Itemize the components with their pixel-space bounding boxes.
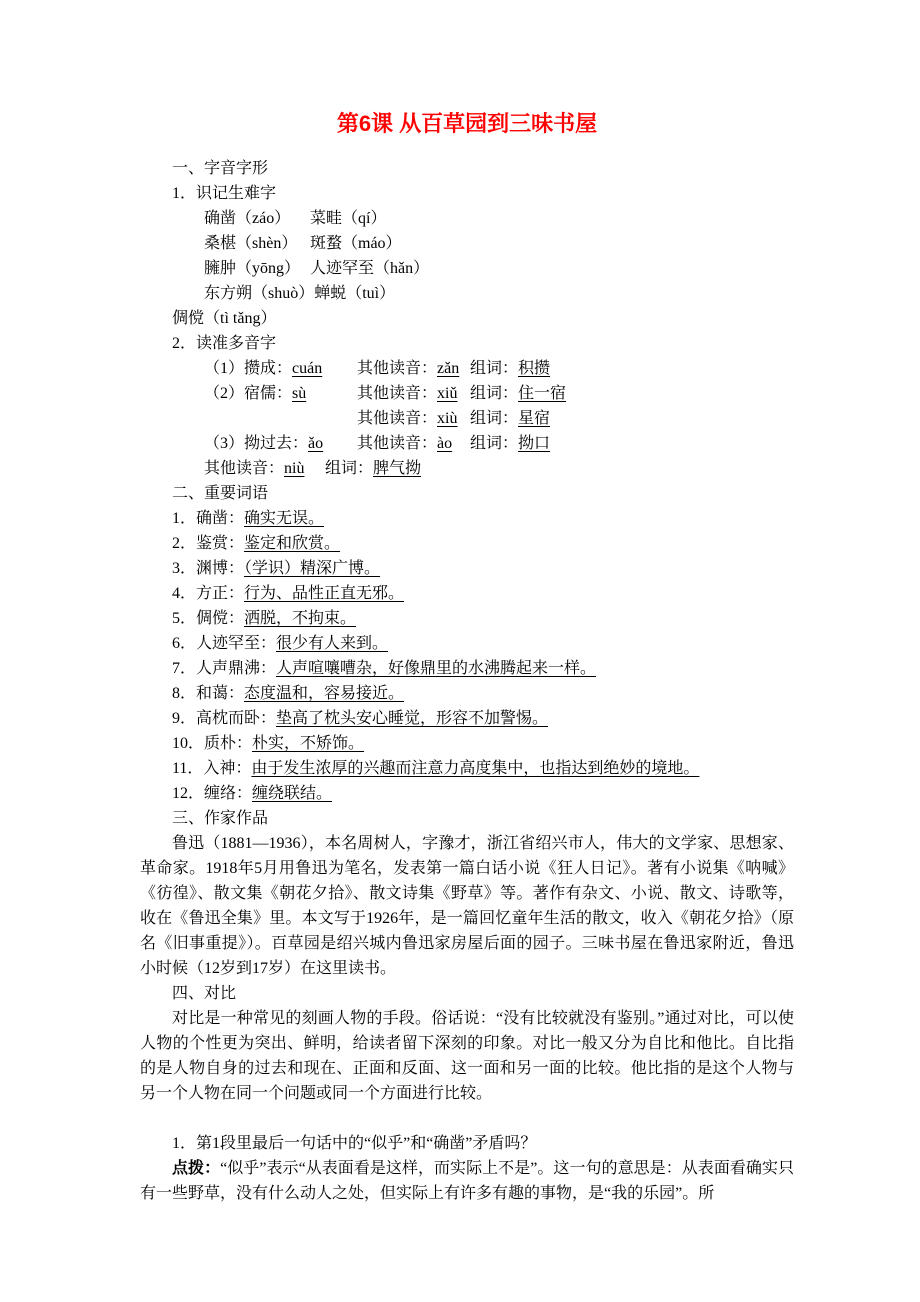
line-cell — [172, 760, 699, 777]
text-segment: 其他读音： — [357, 360, 438, 377]
text-segment: 很少有人来到。 — [276, 635, 389, 652]
text-segment: 9．高枕而卧： — [172, 710, 277, 727]
word-row — [140, 281, 794, 306]
definition-item — [140, 681, 794, 706]
text-segment: 一、字音字形 — [172, 160, 269, 177]
text-segment: 其他读音： — [204, 460, 285, 477]
text-segment: 7．人声鼎沸： — [172, 660, 277, 677]
text-segment: 倜傥（tì tǎng） — [172, 310, 277, 327]
line-cell — [172, 381, 325, 406]
polyphone-row — [140, 456, 794, 481]
definition-item — [140, 706, 794, 731]
text-segment: 垫高了枕头安心睡觉，形容不加警惕。 — [276, 710, 549, 727]
text-segment: （2）宿儒： — [204, 385, 293, 402]
line-cell — [172, 206, 310, 231]
text-segment: xiǔ — [437, 385, 458, 402]
text-segment: 桑椹（shèn） — [204, 235, 298, 252]
polyphone-row — [140, 381, 794, 406]
line-cell — [310, 210, 386, 227]
subheading — [140, 181, 794, 206]
text-segment: （3）拗过去： — [204, 435, 309, 452]
text-segment: 10．质朴： — [172, 735, 253, 752]
line-cell — [140, 1160, 794, 1202]
text-segment: 2．鉴赏： — [172, 535, 245, 552]
text-segment: niù — [284, 460, 305, 477]
line-cell — [172, 735, 364, 752]
text-segment: 12．缠络： — [172, 785, 253, 802]
line-cell — [140, 1010, 794, 1102]
line-cell — [172, 160, 268, 177]
text-segment: 脾气拗 — [373, 460, 422, 477]
text-segment: 组词： — [325, 460, 374, 477]
text-segment: 1．第1段里最后一句话中的“似乎”和“确凿”矛盾吗？ — [172, 1135, 537, 1152]
text-segment: 确实无误。 — [244, 510, 325, 527]
section-heading-2 — [140, 481, 794, 506]
definition-item — [140, 756, 794, 781]
text-segment: 四、对比 — [172, 985, 237, 1002]
text-segment: 鉴定和欣赏。 — [244, 535, 341, 552]
line-cell — [325, 356, 470, 381]
text-segment: 8．和蔼： — [172, 685, 245, 702]
section-heading-4 — [140, 981, 794, 1006]
text-segment: 积攒 — [518, 360, 551, 377]
text-segment: 11．入神： — [172, 760, 252, 777]
text-segment: ǎo — [308, 435, 324, 452]
text-segment: 其他读音： — [357, 410, 438, 427]
line-cell — [325, 381, 470, 406]
text-segment: 东方朔（shuò） — [204, 285, 315, 302]
text-segment: 点拨： — [172, 1160, 221, 1177]
text-segment: （学识）精深广博。 — [244, 560, 381, 577]
text-segment: 1．识记生难字 — [172, 185, 277, 202]
line-cell — [172, 185, 276, 202]
line-cell — [172, 810, 268, 827]
definition-item — [140, 581, 794, 606]
line-cell — [172, 785, 332, 802]
line-cell — [172, 356, 325, 381]
line-cell — [470, 410, 550, 427]
answer-paragraph — [140, 1156, 794, 1206]
word-row — [140, 206, 794, 231]
text-segment: sù — [292, 385, 307, 402]
word-row — [140, 306, 794, 331]
document-title: 第6课 从百草园到三味书屋 — [336, 111, 598, 136]
text-segment: 2．读准多音字 — [172, 335, 277, 352]
line-cell — [172, 535, 340, 552]
line-cell — [172, 635, 388, 652]
text-segment: 人迹罕至（hǎn） — [310, 260, 430, 277]
line-cell — [470, 385, 566, 402]
section-heading-3 — [140, 806, 794, 831]
line-cell — [172, 485, 268, 502]
text-segment: 二、重要词语 — [172, 485, 269, 502]
text-segment: 3．渊博： — [172, 560, 245, 577]
contrast-paragraph — [140, 1006, 794, 1106]
text-segment: 臃肿（yōng） — [204, 260, 301, 277]
text-segment: 行为、品性正直无邪。 — [244, 585, 405, 602]
text-segment: 4．方正： — [172, 585, 245, 602]
line-cell — [470, 435, 550, 452]
definition-item — [140, 556, 794, 581]
text-segment: 组词： — [470, 410, 519, 427]
question-line — [140, 1131, 794, 1156]
text-segment: 三、作家作品 — [172, 810, 269, 827]
text-segment: 5．倜傥： — [172, 610, 245, 627]
line-cell — [310, 235, 402, 252]
text-segment: “似乎”表示“从表面看是这样，而实际上不是”。这一句的意思是：从表面看确实只有一些野草，没有什么动人之处，但实际上有许多有趣的事物，是“我的乐园”。所 — [140, 1160, 794, 1202]
text-segment: 1．确凿： — [172, 510, 245, 527]
line-cell — [172, 585, 404, 602]
text-segment: 蝉蜕（tuì） — [314, 285, 396, 302]
definition-item — [140, 506, 794, 531]
definition-item — [140, 606, 794, 631]
text-segment: 人声喧嚷嘈杂，好像鼎里的水沸腾起来一样。 — [276, 660, 597, 677]
document-body — [140, 156, 794, 1206]
text-segment: xiù — [437, 410, 458, 427]
line-cell — [325, 431, 470, 456]
text-segment: 态度温和，容易接近。 — [244, 685, 405, 702]
line-cell — [172, 560, 380, 577]
line-cell — [172, 510, 324, 527]
text-segment: 缠绕联结。 — [252, 785, 333, 802]
line-cell — [172, 310, 276, 327]
polyphone-row — [140, 406, 794, 431]
line-cell — [172, 335, 276, 352]
text-segment: 6．人迹罕至： — [172, 635, 277, 652]
word-row — [140, 256, 794, 281]
text-segment: （1）攒成： — [204, 360, 293, 377]
word-row — [140, 231, 794, 256]
text-segment: zǎn — [437, 360, 460, 377]
text-segment: 确凿（záo） — [204, 210, 291, 227]
line-cell — [172, 1135, 536, 1152]
definition-item — [140, 531, 794, 556]
text-segment: 菜畦（qí） — [310, 210, 387, 227]
definition-item — [140, 631, 794, 656]
line-cell — [172, 610, 356, 627]
subheading — [140, 331, 794, 356]
text-segment: 对比是一种常见的刻画人物的手段。俗话说：“没有比较就没有鉴别。”通过对比，可以使人物的个性更为突出、鲜明，给读者留下深刻的印象。对比一般又分为自比和他比。自比指的是人物自身的过去和现在、正面和反面、这一面和另一面的比较。他比指的是这个人物与另一个人物在同一个问题或同一个方面进行比较。 — [140, 1010, 794, 1102]
line-cell — [172, 456, 325, 481]
line-cell — [325, 460, 421, 477]
text-segment: 朴实，不矫饰。 — [252, 735, 365, 752]
line-cell — [172, 985, 236, 1002]
text-segment: 组词： — [470, 435, 519, 452]
text-segment: 其他读音： — [357, 435, 438, 452]
definition-item — [140, 731, 794, 756]
author-paragraph — [140, 831, 794, 981]
definition-item — [140, 656, 794, 681]
line-cell — [172, 231, 310, 256]
line-cell — [172, 256, 310, 281]
text-segment: 斑蝥（máo） — [310, 235, 402, 252]
polyphone-row — [140, 356, 794, 381]
line-cell — [140, 835, 794, 977]
text-segment: 由于发生浓厚的兴趣而注意力高度集中，也指达到绝妙的境地。 — [251, 760, 700, 777]
text-segment: 其他读音： — [357, 385, 438, 402]
blank-line — [140, 1106, 794, 1131]
text-segment: 组词： — [470, 385, 519, 402]
line-cell — [172, 431, 325, 456]
text-segment: 拗口 — [518, 435, 551, 452]
polyphone-row — [140, 431, 794, 456]
line-cell — [172, 660, 596, 677]
definition-item — [140, 781, 794, 806]
line-cell — [310, 260, 429, 277]
line-cell — [470, 360, 550, 377]
text-segment: 洒脱，不拘束。 — [244, 610, 357, 627]
line-cell — [325, 406, 470, 431]
text-segment: 组词： — [470, 360, 519, 377]
section-heading-1 — [140, 156, 794, 181]
line-cell — [172, 685, 404, 702]
text-segment: 鲁迅（1881—1936），本名周树人，字豫才，浙江省绍兴市人，伟大的文学家、思想家、革命家。1918年5月用鲁迅为笔名，发表第一篇白话小说《狂人日记》。著有小说集《呐喊》《彷徨》、散文集《朝花夕拾》、散文诗集《野草》等。著作有杂文、小说、散文、诗歌等，收在《鲁迅全集》里。本文写于1926年，是一篇回忆童年生活的散文，收入《朝花夕拾》（原名《旧事重提》）。百草园是绍兴城内鲁迅家房屋后面的园子。三味书屋在鲁迅家附近，鲁迅小时候（12岁到17岁）在这里读书。 — [140, 835, 794, 977]
text-segment: 星宿 — [518, 410, 551, 427]
line-cell — [314, 285, 395, 302]
text-segment: ào — [437, 435, 453, 452]
text-segment: cuán — [292, 360, 323, 377]
text-segment: 住一宿 — [518, 385, 567, 402]
line-cell — [172, 281, 314, 306]
line-cell — [172, 710, 548, 727]
